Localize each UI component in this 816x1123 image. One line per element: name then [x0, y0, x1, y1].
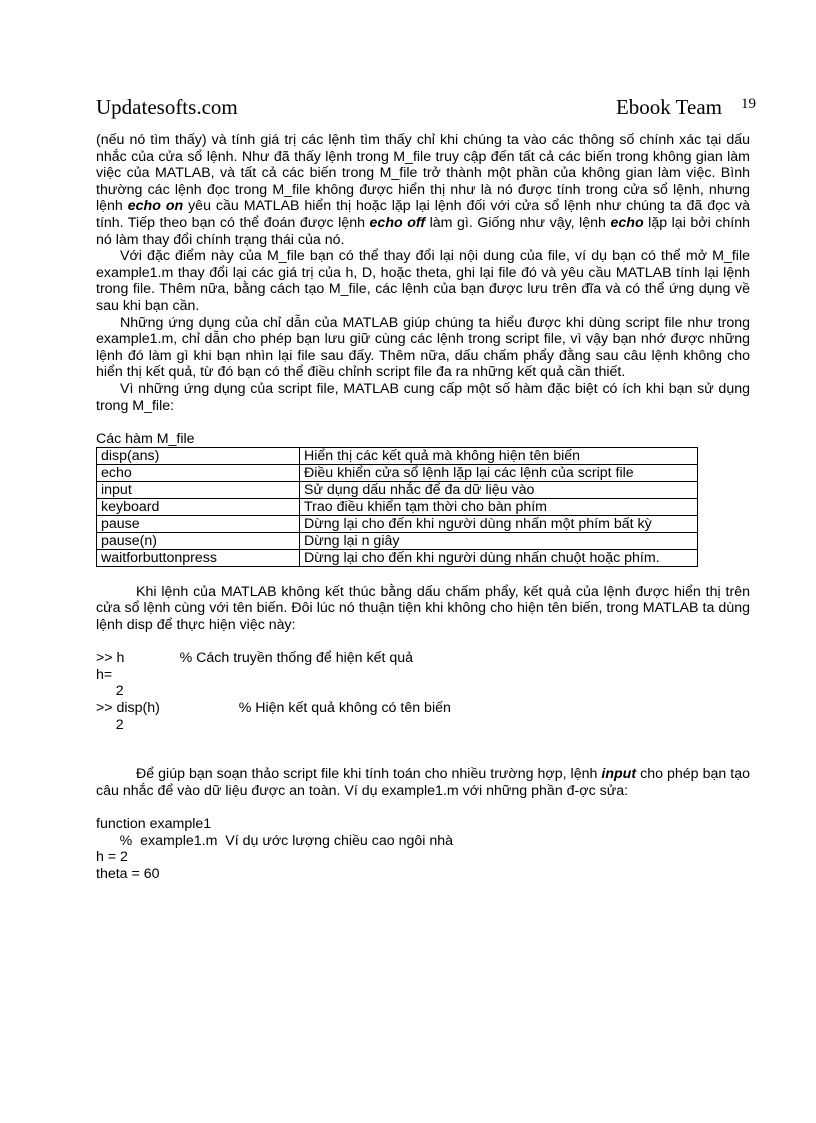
paragraph-functions-intro: Vì những ứng dụng của script file, MATLAB cung cấp một số hàm đặc biệt có ích khi bạn sử dụng trong M_file:: [96, 380, 750, 414]
code-line: 2: [96, 716, 124, 733]
function-description-cell: Trao điều khiển tạm thời cho bàn phím: [300, 499, 698, 516]
function-name-cell: pause(n): [97, 533, 300, 550]
function-description-cell: Sử dụng dấu nhắc để đa dữ liệu vào: [300, 482, 698, 499]
table-row: [97, 499, 698, 516]
code-line: % example1.m Ví dụ ước lượng chiều cao ngôi nhà: [96, 832, 454, 849]
header-site: Updatesofts.com: [96, 95, 238, 119]
function-name-cell: disp(ans): [97, 448, 300, 465]
table-row: [97, 516, 698, 533]
page-number: 19: [741, 96, 756, 112]
table-row: [97, 448, 698, 465]
paragraph-input: Để giúp bạn soạn thảo script file khi tính toán cho nhiều trường hợp, lệnh input cho phép bạn tạo câu nhắc để vào dữ liệu được an toàn. Ví dụ example1.m với những phần đ-ợc sửa:: [96, 766, 750, 799]
header-team: Ebook Team: [615, 95, 722, 119]
paragraph-mfile-edit: Với đặc điểm này của M_file bạn có thể thay đổi lại nội dung của file, ví dụ bạn có thể mở M_file example1.m thay đổi lại các giá trị của h, D, hoặc theta, ghi lại file đó và yêu cầu MATLAB tính lại lệnh trong file. Thêm nữa, bằng cách tạo M_file, các lệnh của bạn được lưu trên đĩa và có thể ứng dụng về sau khi bạn cần.: [96, 248, 750, 314]
function-name-cell: waitforbuttonpress: [97, 550, 300, 567]
function-description-cell: Hiển thị các kết quả mà không hiện tên biến: [300, 448, 698, 465]
keyword-echo-on: echo on: [127, 198, 184, 215]
page-body: [96, 132, 750, 883]
paragraph-comments: Những ứng dụng của chỉ dẫn của MATLAB giúp chúng ta hiểu được khi dùng script file như trong example1.m, chỉ dẫn cho phép bạn lưu giữ cùng các lệnh trong script file, vì vậy bạn nhớ được những lệnh đó làm gì khi bạn nhìn lại file sau đấy. Thêm nữa, dấu chấm phẩy đằng sau câu lệnh không cho hiển thị kết quả, từ đó bạn có thể điều chỉnh script file đa ra những kết quả cần thiết.: [96, 314, 750, 381]
code-line: 2: [96, 683, 124, 700]
table-row: [97, 533, 698, 550]
function-description-cell: Dừng lại cho đến khi người dùng nhấn chuột hoặc phím.: [300, 550, 698, 567]
function-name-cell: keyboard: [97, 499, 300, 516]
function-name-cell: input: [97, 482, 300, 499]
code-line: >> h % Cách truyền thống để hiện kết quả: [96, 650, 414, 667]
code-line: theta = 60: [96, 865, 160, 882]
keyword-input: input: [601, 766, 637, 783]
mfile-functions-table: [96, 447, 698, 567]
keyword-echo: echo: [610, 214, 644, 231]
function-name-cell: echo: [97, 465, 300, 482]
table-caption: Các hàm M_file: [96, 430, 195, 447]
function-description-cell: Điều khiển cửa sổ lệnh lặp lại các lệnh của script file: [300, 465, 698, 482]
code-line: h=: [96, 666, 113, 683]
table-row: [97, 465, 698, 482]
code-example-function: [96, 816, 750, 882]
function-name-cell: pause: [97, 516, 300, 533]
code-line: >> disp(h) % Hiện kết quả không có tên biến: [96, 700, 451, 717]
code-line: h = 2: [96, 849, 128, 866]
code-line: function example1: [96, 816, 212, 833]
code-example-disp: [96, 650, 750, 733]
function-description-cell: Dừng lại cho đến khi người dùng nhấn một phím bất kỳ: [300, 516, 698, 533]
table-row: [97, 482, 698, 499]
paragraph-disp: Khi lệnh của MATLAB không kết thúc bằng dấu chấm phẩy, kết quả của lệnh được hiển thị trên cửa sổ lệnh cùng với tên biến. Đôi lúc nó thuận tiện khi không cho hiện tên biến, trong MATLAB ta dùng lệnh disp để thực hiện việc này:: [96, 583, 750, 634]
table-row: [97, 550, 698, 567]
function-description-cell: Dừng lại n giây: [300, 533, 698, 550]
paragraph-echo: (nếu nó tìm thấy) và tính giá trị các lệnh tìm thấy chỉ khi chúng ta vào các thông số chính xác tại dấu nhắc của cửa sổ lệnh. Như đã thấy lệnh trong M_file truy cập đến tất cả các biến trong không gian làm việc của MATLAB, và tất cả các biến trong M_file trở thành một phần của không gian làm việc. Bình thường các lệnh đọc trong M_file không được hiển thị như là nó được tính trong cửa sổ lệnh, nhưng lệnh echo on yêu cầu MATLAB hiển thị hoặc lặp lại lệnh đối với cửa sổ lệnh như chúng ta đã đọc và tính. Tiếp theo bạn có thể đoán được lệnh echo off làm gì. Giống như vậy, lệnh echo lặp lại bởi chính nó làm thay đổi chính trạng thái của nó.: [96, 132, 751, 248]
keyword-echo-off: echo off: [369, 214, 426, 231]
